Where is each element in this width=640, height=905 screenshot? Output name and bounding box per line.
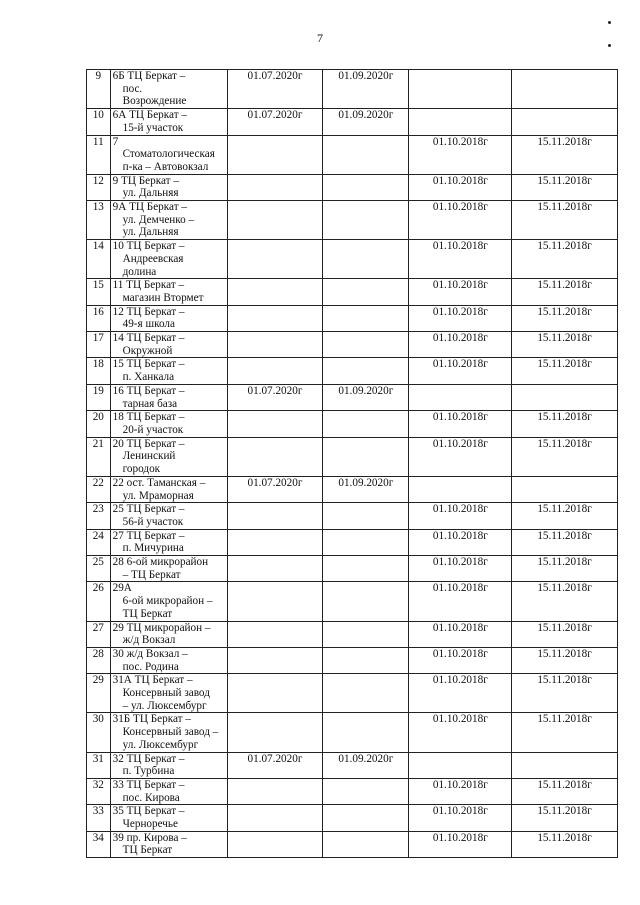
date-cell-3: 01.10.2018г — [409, 503, 512, 529]
table-row — [87, 240, 618, 279]
route-line: 14 ТЦ Беркат – — [112, 332, 185, 345]
row-number: 9 — [87, 70, 111, 109]
date-cell-2 — [323, 201, 409, 240]
route-line: тарная база — [122, 397, 178, 410]
route-cell — [110, 135, 227, 174]
date-cell-2 — [323, 279, 409, 305]
route-line: ул. Дальняя — [122, 187, 179, 200]
route-line: пос. Кирова — [122, 791, 180, 804]
date-cell-1 — [227, 305, 323, 331]
date-cell-1 — [227, 174, 323, 200]
date-cell-2 — [323, 305, 409, 331]
date-cell-2 — [323, 529, 409, 555]
schedule-table — [86, 69, 618, 858]
date-cell-3: 01.10.2018г — [409, 411, 512, 437]
table-row — [87, 332, 618, 358]
date-cell-3 — [409, 70, 512, 109]
row-number: 30 — [87, 713, 111, 752]
date-cell-4 — [512, 476, 618, 502]
date-cell-4: 15.11.2018г — [512, 713, 618, 752]
row-number: 21 — [87, 437, 111, 476]
route-cell — [110, 279, 227, 305]
route-line: 12 ТЦ Беркат – — [112, 305, 185, 318]
table-row — [87, 70, 618, 109]
route-cell — [110, 70, 227, 109]
row-number: 29 — [87, 674, 111, 713]
route-line: п. Ханкала — [122, 371, 175, 384]
date-cell-4: 15.11.2018г — [512, 778, 618, 804]
date-cell-2 — [323, 358, 409, 384]
route-line: Окружной — [122, 344, 173, 357]
row-number: 31 — [87, 752, 111, 778]
date-cell-1 — [227, 621, 323, 647]
date-cell-3: 01.10.2018г — [409, 582, 512, 621]
date-cell-3: 01.10.2018г — [409, 529, 512, 555]
route-line: 29 ТЦ микрорайон – — [112, 621, 211, 634]
row-number: 26 — [87, 582, 111, 621]
date-cell-2 — [323, 332, 409, 358]
date-cell-3: 01.10.2018г — [409, 174, 512, 200]
route-line: 35 ТЦ Беркат – — [112, 805, 185, 818]
route-line: п-ка – Автовокзал — [122, 160, 209, 173]
date-cell-1 — [227, 831, 323, 857]
table-row — [87, 778, 618, 804]
date-cell-3: 01.10.2018г — [409, 831, 512, 857]
date-cell-4: 15.11.2018г — [512, 305, 618, 331]
date-cell-2 — [323, 174, 409, 200]
date-cell-3: 01.10.2018г — [409, 437, 512, 476]
route-cell — [110, 240, 227, 279]
table-row — [87, 805, 618, 831]
date-cell-4: 15.11.2018г — [512, 621, 618, 647]
date-cell-3: 01.10.2018г — [409, 305, 512, 331]
date-cell-3: 01.10.2018г — [409, 279, 512, 305]
route-cell — [110, 476, 227, 502]
route-cell — [110, 556, 227, 582]
table-row — [87, 831, 618, 857]
route-cell — [110, 831, 227, 857]
date-cell-2 — [323, 805, 409, 831]
route-line: 20 ТЦ Беркат – — [112, 437, 185, 450]
table-row — [87, 582, 618, 621]
route-line: пос. — [122, 82, 143, 95]
table-row — [87, 713, 618, 752]
table-row — [87, 529, 618, 555]
date-cell-2: 01.09.2020г — [323, 752, 409, 778]
date-cell-2 — [323, 621, 409, 647]
table-row — [87, 752, 618, 778]
date-cell-1 — [227, 332, 323, 358]
date-cell-4: 15.11.2018г — [512, 647, 618, 673]
date-cell-4 — [512, 70, 618, 109]
row-number: 20 — [87, 411, 111, 437]
date-cell-1 — [227, 240, 323, 279]
date-cell-1: 01.07.2020г — [227, 476, 323, 502]
date-cell-1: 01.07.2020г — [227, 384, 323, 410]
table-row — [87, 503, 618, 529]
route-cell — [110, 384, 227, 410]
date-cell-3: 01.10.2018г — [409, 713, 512, 752]
route-line: 49-я школа — [122, 318, 175, 331]
date-cell-3: 01.10.2018г — [409, 135, 512, 174]
route-line: Консервный завод — [122, 687, 210, 700]
page-number: 7 — [317, 31, 323, 45]
date-cell-4 — [512, 752, 618, 778]
route-line: – ТЦ Беркат — [122, 568, 181, 581]
date-cell-4: 15.11.2018г — [512, 831, 618, 857]
row-number: 18 — [87, 358, 111, 384]
route-line: ул. Мраморная — [122, 489, 194, 502]
table-row — [87, 647, 618, 673]
date-cell-4: 15.11.2018г — [512, 582, 618, 621]
date-cell-3: 01.10.2018г — [409, 647, 512, 673]
date-cell-3 — [409, 752, 512, 778]
date-cell-2 — [323, 556, 409, 582]
date-cell-3: 01.10.2018г — [409, 201, 512, 240]
date-cell-3: 01.10.2018г — [409, 358, 512, 384]
date-cell-2 — [323, 647, 409, 673]
row-number: 15 — [87, 279, 111, 305]
route-cell — [110, 437, 227, 476]
date-cell-4 — [512, 109, 618, 135]
date-cell-3 — [409, 476, 512, 502]
row-number: 34 — [87, 831, 111, 857]
table-row — [87, 109, 618, 135]
date-cell-3: 01.10.2018г — [409, 621, 512, 647]
date-cell-3: 01.10.2018г — [409, 556, 512, 582]
route-line: 25 ТЦ Беркат – — [112, 503, 185, 516]
date-cell-1 — [227, 713, 323, 752]
date-cell-2: 01.09.2020г — [323, 476, 409, 502]
row-number: 28 — [87, 647, 111, 673]
route-line: п. Турбина — [122, 765, 175, 778]
date-cell-3 — [409, 109, 512, 135]
route-line: 6Б ТЦ Беркат – — [112, 70, 186, 82]
date-cell-4: 15.11.2018г — [512, 332, 618, 358]
route-line: Консервный завод – — [122, 726, 219, 739]
date-cell-3: 01.10.2018г — [409, 674, 512, 713]
table-row — [87, 556, 618, 582]
date-cell-2 — [323, 778, 409, 804]
route-line: ул. Дальняя — [122, 226, 179, 239]
route-cell — [110, 305, 227, 331]
table-row — [87, 358, 618, 384]
route-line: 30 ж/д Вокзал – — [112, 647, 188, 660]
route-cell — [110, 358, 227, 384]
route-cell — [110, 713, 227, 752]
route-line: ТЦ Беркат — [122, 844, 173, 857]
table-row — [87, 201, 618, 240]
date-cell-4: 15.11.2018г — [512, 358, 618, 384]
date-cell-1 — [227, 201, 323, 240]
route-line: Черноречье — [122, 818, 178, 831]
table-row — [87, 674, 618, 713]
route-line: ул. Демченко – — [122, 213, 195, 226]
date-cell-2 — [323, 582, 409, 621]
row-number: 23 — [87, 503, 111, 529]
route-cell — [110, 805, 227, 831]
date-cell-2 — [323, 135, 409, 174]
date-cell-2 — [323, 437, 409, 476]
route-line: 20-й участок — [122, 423, 184, 436]
date-cell-1 — [227, 358, 323, 384]
row-number: 24 — [87, 529, 111, 555]
date-cell-1 — [227, 556, 323, 582]
route-line: 39 пр. Кирова – — [112, 831, 187, 844]
date-cell-1: 01.07.2020г — [227, 109, 323, 135]
row-number: 14 — [87, 240, 111, 279]
table-row — [87, 621, 618, 647]
date-cell-1 — [227, 582, 323, 621]
date-cell-4: 15.11.2018г — [512, 437, 618, 476]
date-cell-2: 01.09.2020г — [323, 109, 409, 135]
date-cell-3: 01.10.2018г — [409, 332, 512, 358]
row-number: 33 — [87, 805, 111, 831]
date-cell-2 — [323, 240, 409, 279]
route-line: 22 ост. Таманская – — [112, 476, 206, 489]
table-row — [87, 279, 618, 305]
route-line: 15-й участок — [122, 121, 184, 134]
route-cell — [110, 201, 227, 240]
route-line: 56-й участок — [122, 515, 184, 528]
date-cell-1 — [227, 279, 323, 305]
route-line: 18 ТЦ Беркат – — [112, 411, 185, 424]
table-row — [87, 411, 618, 437]
row-number: 17 — [87, 332, 111, 358]
date-cell-4: 15.11.2018г — [512, 240, 618, 279]
date-cell-4: 15.11.2018г — [512, 674, 618, 713]
route-line: долина — [122, 265, 157, 278]
route-cell — [110, 174, 227, 200]
route-line: 33 ТЦ Беркат – — [112, 778, 185, 791]
route-line: 9 ТЦ Беркат – — [112, 174, 179, 187]
route-line: 6-ой микрорайон – — [122, 595, 213, 608]
date-cell-2 — [323, 831, 409, 857]
route-line: 27 ТЦ Беркат – — [112, 529, 185, 542]
route-line: 11 ТЦ Беркат – — [112, 279, 185, 292]
table-row — [87, 476, 618, 502]
route-line: ж/д Вокзал — [122, 634, 176, 647]
route-line: Возрождение — [122, 95, 187, 108]
route-line: 28 6-ой микрорайон — [112, 556, 209, 569]
date-cell-4: 15.11.2018г — [512, 556, 618, 582]
date-cell-4: 15.11.2018г — [512, 805, 618, 831]
route-cell — [110, 674, 227, 713]
route-line: 31Б ТЦ Беркат – — [112, 713, 191, 726]
margin-dot — [608, 21, 611, 24]
route-cell — [110, 332, 227, 358]
date-cell-4: 15.11.2018г — [512, 135, 618, 174]
route-line: ТЦ Беркат — [122, 607, 173, 620]
row-number: 22 — [87, 476, 111, 502]
route-line: 16 ТЦ Беркат – — [112, 384, 185, 397]
schedule-table-body — [87, 70, 618, 858]
route-line: 7 — [112, 135, 119, 148]
route-line: 31А ТЦ Беркат – — [112, 674, 193, 687]
route-cell — [110, 529, 227, 555]
date-cell-4: 15.11.2018г — [512, 174, 618, 200]
route-line: магазин Втормет — [122, 291, 204, 304]
row-number: 25 — [87, 556, 111, 582]
route-line: городок — [122, 463, 161, 476]
date-cell-3: 01.10.2018г — [409, 778, 512, 804]
date-cell-1 — [227, 411, 323, 437]
row-number: 13 — [87, 201, 111, 240]
date-cell-4: 15.11.2018г — [512, 503, 618, 529]
date-cell-4: 15.11.2018г — [512, 201, 618, 240]
route-cell — [110, 109, 227, 135]
date-cell-1 — [227, 647, 323, 673]
route-line: 9А ТЦ Беркат – — [112, 201, 187, 214]
route-line: 6А ТЦ Беркат – — [112, 109, 187, 122]
date-cell-2: 01.09.2020г — [323, 70, 409, 109]
route-cell — [110, 752, 227, 778]
route-line: п. Мичурина — [122, 542, 184, 555]
date-cell-1: 01.07.2020г — [227, 70, 323, 109]
date-cell-3: 01.10.2018г — [409, 805, 512, 831]
row-number: 12 — [87, 174, 111, 200]
route-line: 15 ТЦ Беркат – — [112, 358, 185, 371]
date-cell-4: 15.11.2018г — [512, 529, 618, 555]
date-cell-2 — [323, 503, 409, 529]
row-number: 19 — [87, 384, 111, 410]
table-row — [87, 174, 618, 200]
date-cell-3: 01.10.2018г — [409, 240, 512, 279]
date-cell-2 — [323, 674, 409, 713]
date-cell-4: 15.11.2018г — [512, 411, 618, 437]
route-line: ул. Люксембург — [122, 738, 199, 751]
date-cell-1 — [227, 674, 323, 713]
route-line: 29А — [112, 582, 132, 595]
date-cell-1 — [227, 778, 323, 804]
table-row — [87, 305, 618, 331]
row-number: 16 — [87, 305, 111, 331]
date-cell-2: 01.09.2020г — [323, 384, 409, 410]
date-cell-1 — [227, 437, 323, 476]
date-cell-1 — [227, 503, 323, 529]
date-cell-1 — [227, 805, 323, 831]
route-cell — [110, 582, 227, 621]
route-line: Андреевская — [122, 252, 184, 265]
date-cell-3 — [409, 384, 512, 410]
route-line: 32 ТЦ Беркат – — [112, 752, 185, 765]
row-number: 10 — [87, 109, 111, 135]
route-line: Ленинский — [122, 450, 176, 463]
date-cell-4 — [512, 384, 618, 410]
date-cell-2 — [323, 411, 409, 437]
route-line: пос. Родина — [122, 660, 179, 673]
table-row — [87, 135, 618, 174]
table-row — [87, 384, 618, 410]
row-number: 27 — [87, 621, 111, 647]
row-number: 32 — [87, 778, 111, 804]
route-cell — [110, 411, 227, 437]
route-line: – ул. Люксембург — [122, 699, 207, 712]
table-row — [87, 437, 618, 476]
route-cell — [110, 778, 227, 804]
date-cell-4: 15.11.2018г — [512, 279, 618, 305]
route-line: Стоматологическая — [122, 148, 215, 161]
row-number: 11 — [87, 135, 111, 174]
date-cell-1 — [227, 135, 323, 174]
date-cell-2 — [323, 713, 409, 752]
route-line: 10 ТЦ Беркат – — [112, 240, 185, 253]
route-cell — [110, 503, 227, 529]
margin-dot — [608, 44, 611, 47]
date-cell-1 — [227, 529, 323, 555]
date-cell-1: 01.07.2020г — [227, 752, 323, 778]
route-cell — [110, 621, 227, 647]
route-cell — [110, 647, 227, 673]
